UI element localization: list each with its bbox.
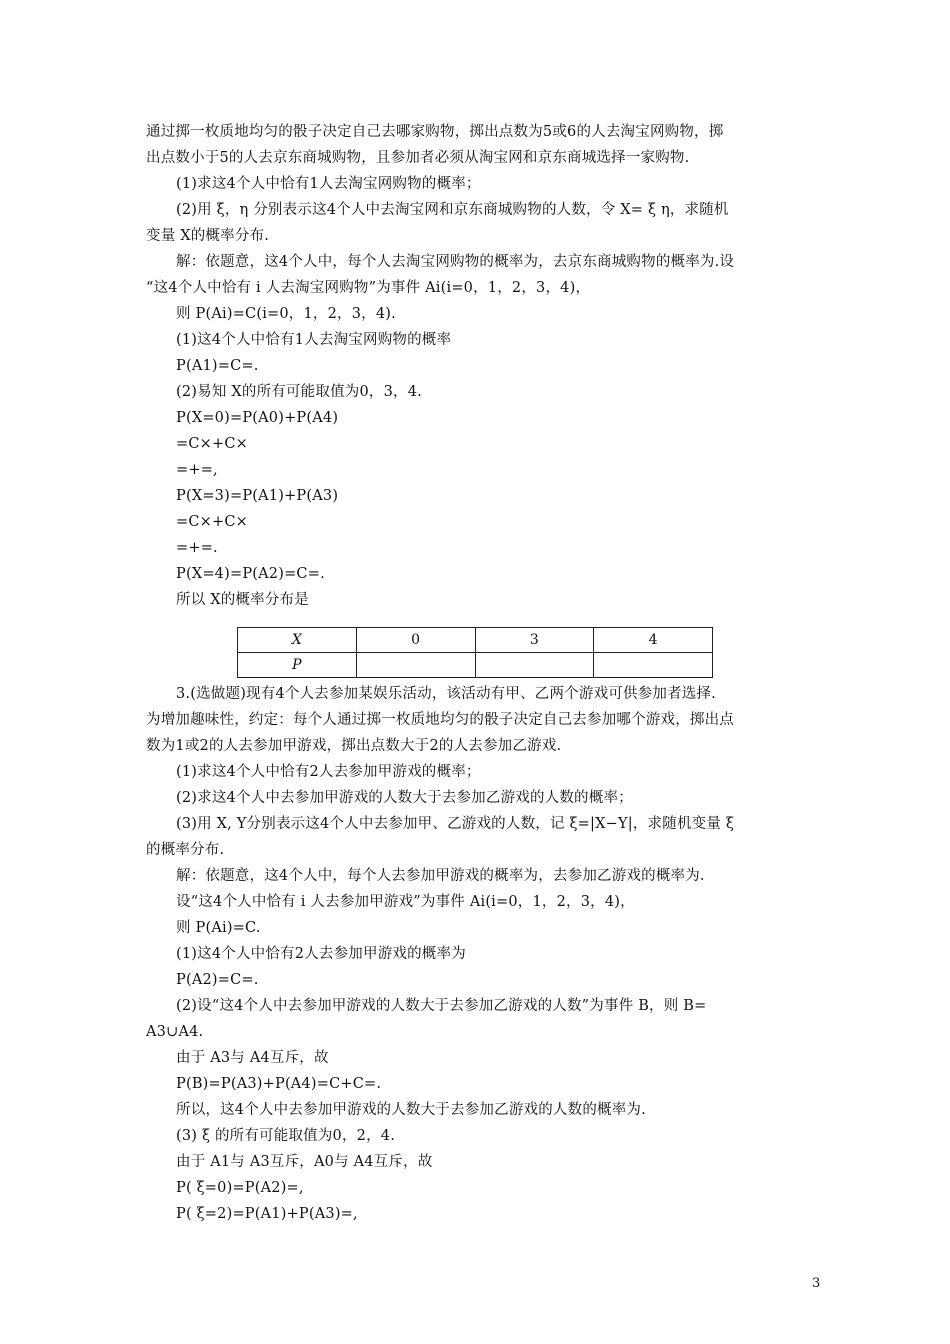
table-header-cell: 0	[356, 628, 475, 653]
table-cell	[356, 653, 475, 678]
text-line: 设“这4个人中恰有 i 人去参加甲游戏”为事件 Ai(i=0，1，2，3，4)，	[176, 894, 635, 910]
text-line: 的概率分布.	[146, 842, 225, 858]
text-line: (2)求这4个人中去参加甲游戏的人数大于去参加乙游戏的人数的概率；	[176, 790, 633, 806]
text-line: 通过掷一枚质地均匀的骰子决定自己去哪家购物，掷出点数为5或6的人去淘宝网购物，掷	[146, 124, 724, 140]
text-line: 所以，这4个人中去参加甲游戏的人数大于去参加乙游戏的人数的概率为.	[176, 1102, 646, 1118]
table-header-cell: 4	[594, 628, 713, 653]
text-line: P(A1)=C=.	[176, 358, 259, 374]
text-line: P(X=3)=P(A1)+P(A3)	[176, 488, 339, 504]
text-line: 为增加趣味性，约定：每个人通过掷一枚质地均匀的骰子决定自己去参加哪个游戏，掷出点	[146, 712, 734, 728]
text-line: 解：依题意，这4个人中，每个人去淘宝网购物的概率为，去京东商城购物的概率为.设	[176, 254, 735, 270]
text-line: P(X=0)=P(A0)+P(A4)	[176, 410, 339, 426]
table-header-cell: X	[238, 628, 357, 653]
table-cell: P	[238, 653, 357, 678]
text-line: 所以 X的概率分布是	[176, 592, 309, 608]
text-line: (2)设“这4个人中去参加甲游戏的人数大于去参加乙游戏的人数”为事件 B，则 B=	[176, 998, 707, 1014]
text-line: P(B)=P(A3)+P(A4)=C+C=.	[176, 1076, 382, 1092]
text-line: (3) ξ 的所有可能取值为0，2，4.	[176, 1128, 396, 1144]
table-row	[238, 628, 713, 653]
text-line: P(X=4)=P(A2)=C=.	[176, 566, 325, 582]
page-number: 3	[812, 1276, 821, 1291]
text-line: 出点数小于5的人去京东商城购物，且参加者必须从淘宝网和京东商城选择一家购物.	[146, 150, 690, 166]
text-line: 解：依题意，这4个人中，每个人去参加甲游戏的概率为，去参加乙游戏的概率为.	[176, 868, 705, 884]
text-line: (1)求这4个人中恰有2人去参加甲游戏的概率；	[176, 764, 481, 780]
text-line: 由于 A3与 A4互斥，故	[176, 1050, 329, 1066]
text-line: 数为1或2的人去参加甲游戏，掷出点数大于2的人去参加乙游戏.	[146, 738, 562, 754]
table-row	[238, 653, 713, 678]
text-line: 则 P(Ai)=C(i=0，1，2，3，4).	[176, 306, 396, 322]
text-line: 变量 X的概率分布.	[146, 228, 270, 244]
table-header-cell: 3	[475, 628, 594, 653]
text-line: (1)求这4个人中恰有1人去淘宝网购物的概率；	[176, 176, 481, 192]
text-line: 3.(选做题)现有4个人去参加某娱乐活动，该活动有甲、乙两个游戏可供参加者选择.	[176, 686, 716, 702]
text-line: P( ξ=2)=P(A1)+P(A3)=,	[176, 1206, 358, 1222]
text-line: 由于 A1与 A3互斥，A0与 A4互斥，故	[176, 1154, 433, 1170]
text-line: =C×+C×	[176, 436, 248, 452]
text-line: P( ξ=0)=P(A2)=,	[176, 1180, 304, 1196]
probability-distribution-table	[237, 627, 713, 678]
table-cell	[594, 653, 713, 678]
text-line: =C×+C×	[176, 514, 248, 530]
text-line: P(A2)=C=.	[176, 972, 259, 988]
text-line: =+=.	[176, 540, 218, 556]
text-line: =+=,	[176, 462, 218, 478]
text-line: (2)易知 X的所有可能取值为0，3，4.	[176, 384, 422, 400]
text-line: (2)用 ξ，η 分别表示这4个人中去淘宝网和京东商城购物的人数，令 X= ξ η，求随机	[176, 202, 729, 218]
text-line: (1)这4个人中恰有2人去参加甲游戏的概率为	[176, 946, 466, 962]
text-line: A3∪A4.	[146, 1024, 204, 1040]
text-line: (1)这4个人中恰有1人去淘宝网购物的概率	[176, 332, 452, 348]
text-line: “这4个人中恰有 i 人去淘宝网购物”为事件 Ai(i=0，1，2，3，4)，	[146, 280, 591, 296]
text-line: (3)用 X, Y分别表示这4个人中去参加甲、乙游戏的人数，记 ξ=|X−Y|，求随机变量 ξ	[176, 816, 735, 832]
table-cell	[475, 653, 594, 678]
text-line: 则 P(Ai)=C.	[176, 920, 261, 936]
